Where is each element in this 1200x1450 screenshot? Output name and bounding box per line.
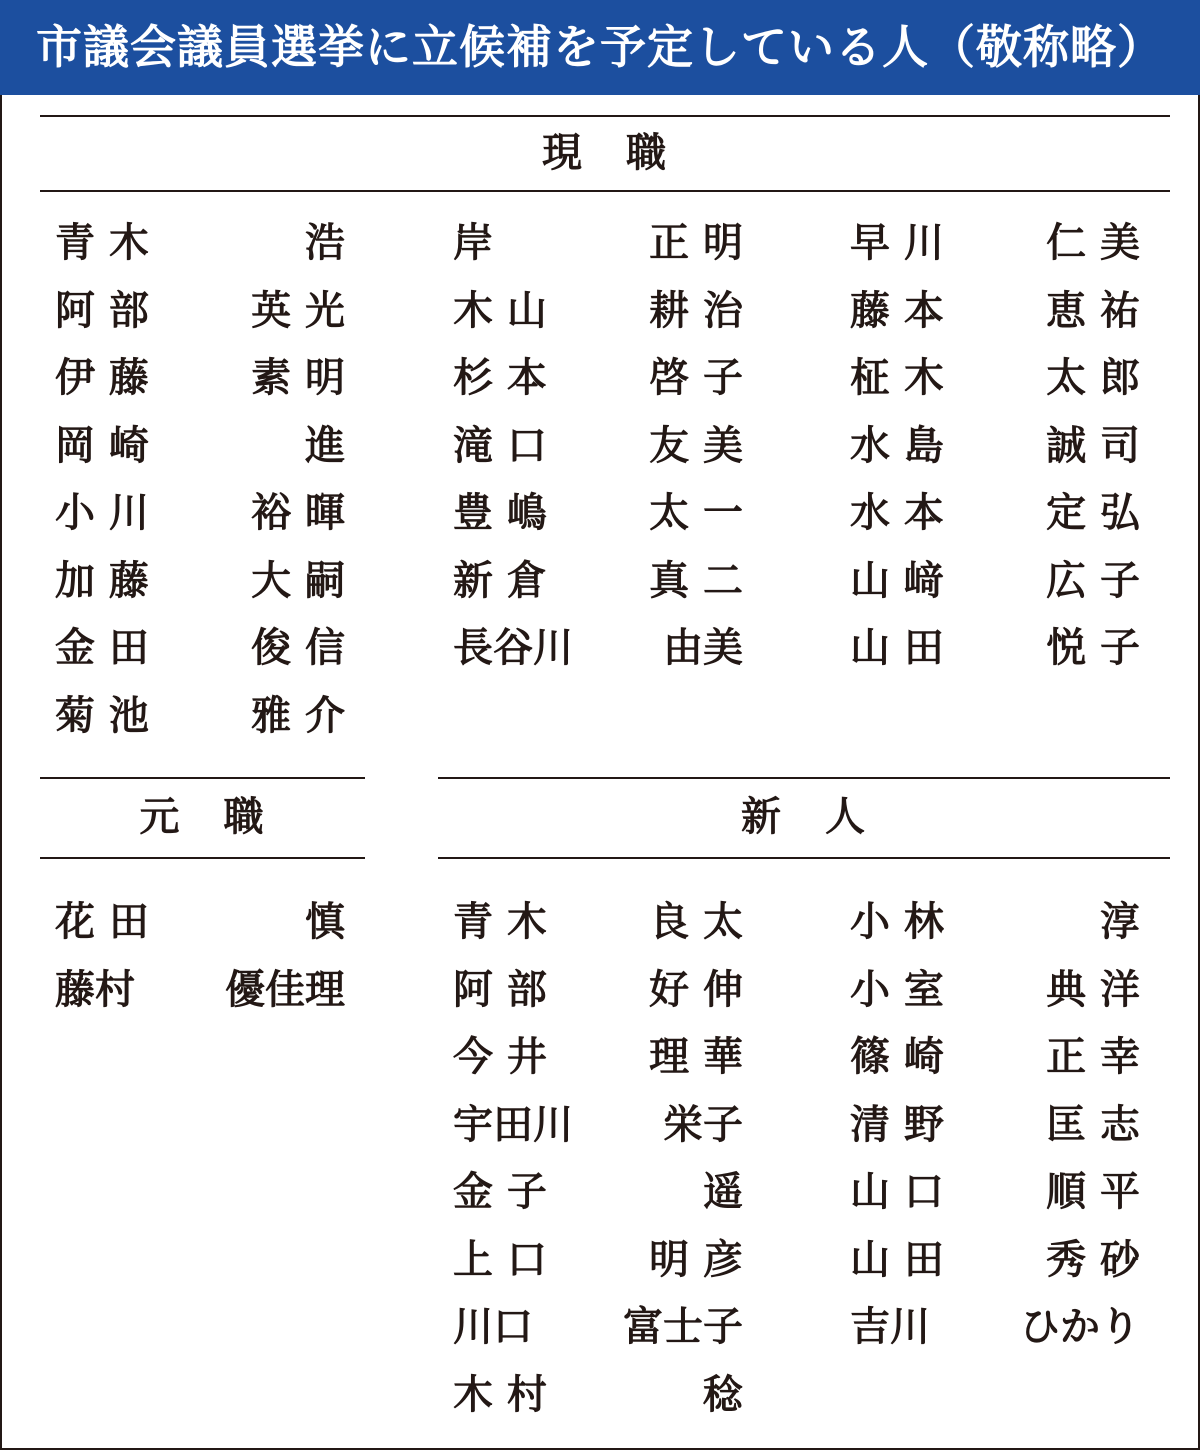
candidate-name	[850, 1297, 1140, 1357]
candidate-given-name: 慎	[305, 899, 345, 945]
candidate-name	[453, 348, 743, 408]
candidate-surname: 青 木	[453, 899, 547, 945]
candidate-given-name: 淳	[1100, 899, 1140, 945]
candidate-name	[850, 618, 1140, 678]
candidate-surname: 長谷川	[453, 625, 573, 671]
candidate-surname: 岡 崎	[55, 422, 149, 469]
candidate-name	[850, 1162, 1140, 1222]
candidate-name	[850, 1095, 1140, 1155]
incumbent-top-rule	[40, 115, 1170, 117]
candidate-surname: 小 室	[850, 966, 944, 1013]
candidate-given-name: 定 弘	[1046, 490, 1140, 536]
candidate-given-name: 友 美	[649, 422, 743, 469]
candidate-surname: 早 川	[850, 220, 944, 266]
candidate-name	[850, 483, 1140, 543]
candidate-name	[55, 892, 345, 952]
candidate-given-name: 秀 砂	[1046, 1236, 1140, 1283]
candidate-surname: 山 口	[850, 1169, 944, 1215]
candidate-name	[55, 686, 345, 746]
candidate-name	[453, 892, 743, 952]
incumbent-bottom-rule	[40, 190, 1170, 192]
candidate-given-name: 真 二	[649, 557, 743, 604]
candidate-given-name: 素 明	[251, 355, 345, 401]
candidate-surname: 木 山	[453, 287, 547, 334]
candidate-name	[850, 416, 1140, 476]
candidate-given-name: 匡 志	[1046, 1101, 1140, 1148]
candidate-name	[850, 1027, 1140, 1087]
candidate-surname: 杉 本	[453, 355, 547, 401]
candidate-given-name: 優佳理	[225, 966, 345, 1013]
candidate-given-name: 典 洋	[1046, 966, 1140, 1013]
candidate-given-name: 恵 祐	[1046, 287, 1140, 334]
candidate-name	[55, 416, 345, 476]
candidate-name	[453, 960, 743, 1020]
candidate-given-name: 啓 子	[649, 355, 743, 401]
candidate-surname: 清 野	[850, 1101, 944, 1148]
candidate-name	[55, 348, 345, 408]
candidate-given-name: 稔	[703, 1371, 743, 1418]
candidate-name	[453, 483, 743, 543]
candidate-name	[453, 213, 743, 273]
candidate-given-name: 耕 治	[649, 287, 743, 334]
candidate-name	[55, 281, 345, 341]
candidate-given-name: 英 光	[251, 287, 345, 334]
candidate-name	[453, 281, 743, 341]
candidate-given-name: 好 伸	[649, 966, 743, 1013]
candidate-given-name: 雅 介	[251, 692, 345, 739]
candidate-given-name: 理 華	[649, 1034, 743, 1080]
candidate-given-name: 誠 司	[1046, 422, 1140, 469]
candidate-surname: 藤 本	[850, 287, 944, 334]
candidate-given-name: ひかり	[1020, 1304, 1140, 1350]
candidate-name	[453, 416, 743, 476]
candidate-surname: 宇田川	[453, 1101, 573, 1148]
incumbent-section-title: 現 職	[542, 130, 668, 176]
candidate-surname: 山 田	[850, 1236, 944, 1283]
candidate-name	[850, 551, 1140, 611]
candidate-name	[55, 960, 345, 1020]
candidate-surname: 小 林	[850, 899, 944, 945]
candidate-surname: 上 口	[453, 1236, 547, 1283]
candidate-given-name: 由美	[663, 625, 743, 671]
candidate-given-name: 良 太	[649, 899, 743, 945]
candidate-surname: 伊 藤	[55, 355, 149, 401]
candidate-surname: 新 倉	[453, 557, 547, 604]
candidate-name	[850, 348, 1140, 408]
candidate-given-name: 俊 信	[251, 625, 345, 671]
candidate-given-name: 悦 子	[1046, 625, 1140, 671]
candidate-given-name: 正 明	[649, 220, 743, 266]
candidate-given-name: 明 彦	[649, 1236, 743, 1283]
candidate-given-name: 富士子	[623, 1304, 743, 1350]
candidate-surname: 山 田	[850, 625, 944, 671]
candidate-surname: 青 木	[55, 220, 149, 266]
candidate-surname: 篠 崎	[850, 1034, 944, 1080]
page-title: 市議会議員選挙に立候補を予定している人（敬称略）	[0, 0, 1200, 95]
candidate-name	[453, 1230, 743, 1290]
newcomer-top-rule	[438, 777, 1170, 779]
candidate-name	[55, 483, 345, 543]
candidate-name	[850, 281, 1140, 341]
candidate-given-name: 浩	[305, 220, 345, 266]
candidate-surname: 阿 部	[453, 966, 547, 1013]
candidate-given-name: 順 平	[1046, 1169, 1140, 1215]
candidate-surname: 金 子	[453, 1169, 547, 1215]
candidate-name	[453, 1297, 743, 1357]
former-section-title: 元 職	[139, 794, 266, 840]
candidate-surname: 滝 口	[453, 422, 547, 469]
candidate-surname: 川口	[453, 1304, 533, 1350]
former-bottom-rule	[40, 857, 365, 859]
candidate-surname: 今 井	[453, 1034, 547, 1080]
candidate-surname: 藤村	[55, 966, 135, 1013]
newcomer-section-title: 新 人	[741, 794, 867, 840]
candidate-surname: 水 島	[850, 422, 944, 469]
candidate-name	[850, 213, 1140, 273]
candidate-name	[55, 213, 345, 273]
candidate-surname: 柾 木	[850, 355, 944, 401]
candidate-given-name: 太 一	[649, 490, 743, 536]
candidate-surname: 山 﨑	[850, 557, 944, 604]
candidate-surname: 水 本	[850, 490, 944, 536]
candidate-surname: 小 川	[55, 490, 149, 536]
candidate-name	[453, 1162, 743, 1222]
candidate-name	[850, 892, 1140, 952]
candidate-surname: 菊 池	[55, 692, 149, 739]
candidate-name	[453, 1027, 743, 1087]
candidate-surname: 阿 部	[55, 287, 149, 334]
candidate-surname: 木 村	[453, 1371, 547, 1418]
candidate-given-name: 仁 美	[1046, 220, 1140, 266]
candidate-surname: 豊 嶋	[453, 490, 547, 536]
candidate-surname: 加 藤	[55, 557, 149, 604]
candidate-given-name: 大 嗣	[251, 557, 345, 604]
candidate-given-name: 進	[305, 422, 345, 469]
candidate-name	[453, 618, 743, 678]
candidate-name	[453, 1095, 743, 1155]
candidate-surname: 吉川	[850, 1304, 930, 1350]
candidate-name	[453, 1365, 743, 1425]
candidate-given-name: 正 幸	[1046, 1034, 1140, 1080]
candidate-surname: 岸	[453, 220, 493, 266]
candidate-name	[55, 618, 345, 678]
newcomer-bottom-rule	[438, 857, 1170, 859]
candidate-given-name: 広 子	[1046, 557, 1140, 604]
candidate-given-name: 遥	[703, 1169, 743, 1215]
candidate-name	[453, 551, 743, 611]
candidate-surname: 花 田	[55, 899, 149, 945]
candidate-given-name: 太 郎	[1046, 355, 1140, 401]
candidate-name	[850, 1230, 1140, 1290]
candidate-given-name: 栄子	[663, 1101, 743, 1148]
former-top-rule	[40, 777, 365, 779]
candidate-name	[55, 551, 345, 611]
candidate-name	[850, 960, 1140, 1020]
candidate-surname: 金 田	[55, 625, 149, 671]
candidate-given-name: 裕 暉	[251, 490, 345, 536]
